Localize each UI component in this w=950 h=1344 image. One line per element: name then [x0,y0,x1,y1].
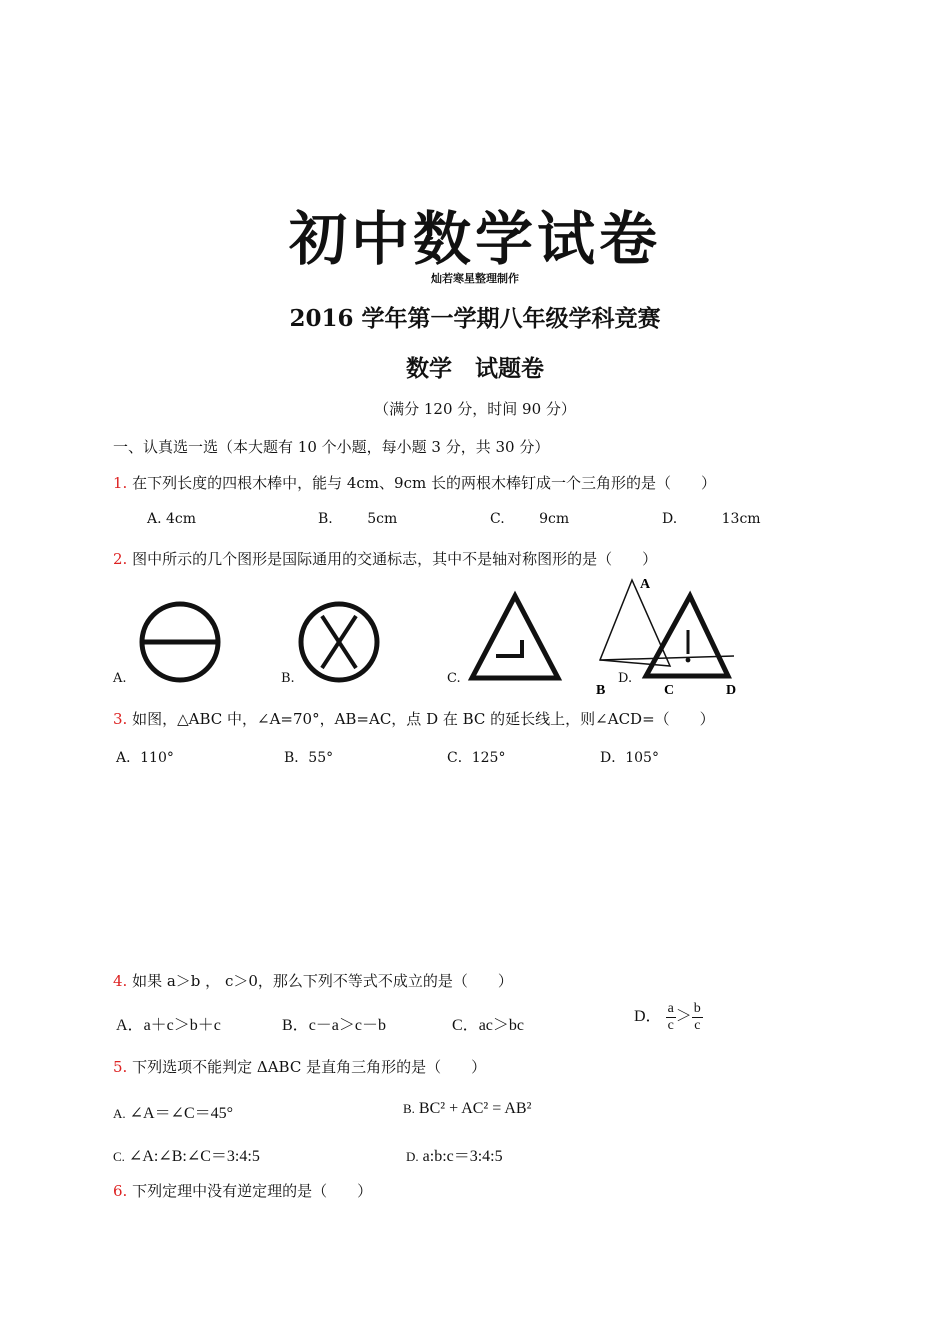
option-value: a:b:c＝3:4:5 [422,1148,503,1165]
fraction-a-over-c: $\frac{a}{c}$ [667,1001,674,1033]
q4-option-b [282,1012,386,1035]
question-text: 如果 a＞b ， c＞0，那么下列不等式不成立的是（ ） [132,972,513,990]
question-2 [113,548,657,569]
option-label: B． [282,1017,309,1034]
score-time-info: （满分 120 分，时间 90 分） [374,400,576,418]
question-5 [113,1056,486,1077]
q5-option-a [113,1100,233,1123]
question-text: 下列定理中没有逆定理的是（ ） [132,1182,373,1200]
exam-paper-title: 数学 试题卷 [406,355,544,382]
sign-circle-bar-icon [132,595,232,690]
figure-label-c: C. [447,671,461,686]
q1-option-c [490,511,569,527]
point-label-a: A [640,577,651,592]
option-value: a＋c＞b＋c [143,1017,221,1034]
figure-label-d: D. [618,671,633,686]
sign-circle-x-icon [292,595,392,690]
option-value: 4cm [166,511,197,527]
point-label-d: D [726,683,737,698]
main-title: 初中数学试卷 [288,205,661,273]
option-label: A． [116,750,141,766]
point-label-c: C [664,683,675,698]
sign-triangle-exclamation-icon [594,574,744,700]
q3-option-a [116,747,174,767]
option-value: 105° [625,750,659,766]
q3-option-b [284,747,333,767]
question-4 [113,970,513,991]
section-heading: 一、认真选一选（本大题有 10 个小题，每小题 3 分，共 30 分） [113,438,550,456]
option-label: C． [452,1017,479,1034]
q4-option-c [452,1012,524,1035]
maker-credit: 灿若寒星整理制作 [431,272,519,285]
question-number: 5. [113,1058,128,1076]
question-number: 3. [113,710,128,728]
figure-label-b: B. [281,671,295,686]
question-text: 下列选项不能判定 ΔABC 是直角三角形的是（ ） [132,1058,487,1076]
option-label: C． [447,750,472,766]
option-value: 55° [308,750,334,766]
option-label: D. [662,511,678,527]
option-value: ∠A＝∠C＝45° [129,1105,234,1122]
question-3 [113,708,715,729]
q1-option-d [662,511,761,527]
option-label: C. [490,511,505,527]
option-label: D. [406,1149,419,1164]
q1-option-a [147,511,196,527]
inequality-sign: ＞ [675,1008,692,1026]
option-label: A． [116,1017,144,1034]
question-number: 1. [113,474,128,492]
option-value: c－a＞c－b [308,1017,386,1034]
option-label: D． [634,1008,662,1026]
question-number: 4. [113,972,128,990]
q3-option-c [447,747,505,767]
option-value: BC² + AC² = AB² [418,1100,532,1117]
q4-option-d [634,1001,703,1034]
q3-option-d [600,747,659,767]
option-label: C. [113,1149,125,1164]
question-1 [113,472,716,493]
figure-label-a: A. [113,671,127,686]
option-value: 13cm [721,511,761,527]
question-number: 6. [113,1182,128,1200]
q5-option-b [403,1100,531,1118]
q5-option-c [113,1143,260,1166]
option-label: A. [147,511,162,527]
option-label: B. [403,1101,415,1116]
question-text: 图中所示的几个图形是国际通用的交通标志，其中不是轴对称图形的是（ ） [132,550,658,568]
question-number: 2. [113,550,128,568]
option-value: 9cm [539,511,570,527]
exam-subtitle: 2016 学年第一学期八年级学科竞赛 [289,305,661,332]
option-value: ∠A:∠B:∠C＝3:4:5 [128,1148,260,1165]
option-label: A. [113,1106,126,1121]
question-text: 在下列长度的四根木棒中，能与 4cm、9cm 长的两根木棒钉成一个三角形的是（ ） [132,474,716,492]
option-label: B． [284,750,309,766]
q5-option-d [406,1143,503,1166]
option-label: B. [318,511,333,527]
option-value: 5cm [367,511,398,527]
option-label: D． [600,750,626,766]
option-value: ac＞bc [478,1017,524,1034]
point-label-b: B [596,683,606,698]
question-text: 如图，△ABC 中，∠A=70°，AB=AC，点 D 在 BC 的延长线上，则∠ACD=（ ） [132,710,715,728]
q1-option-b [318,511,397,527]
question-6 [113,1180,372,1201]
fraction-b-over-c: $\frac{b}{c}$ [693,1001,701,1033]
q4-option-a [116,1012,221,1035]
sign-triangle-junction-icon [462,588,572,688]
option-value: 110° [140,750,174,766]
option-value: 125° [471,750,506,766]
